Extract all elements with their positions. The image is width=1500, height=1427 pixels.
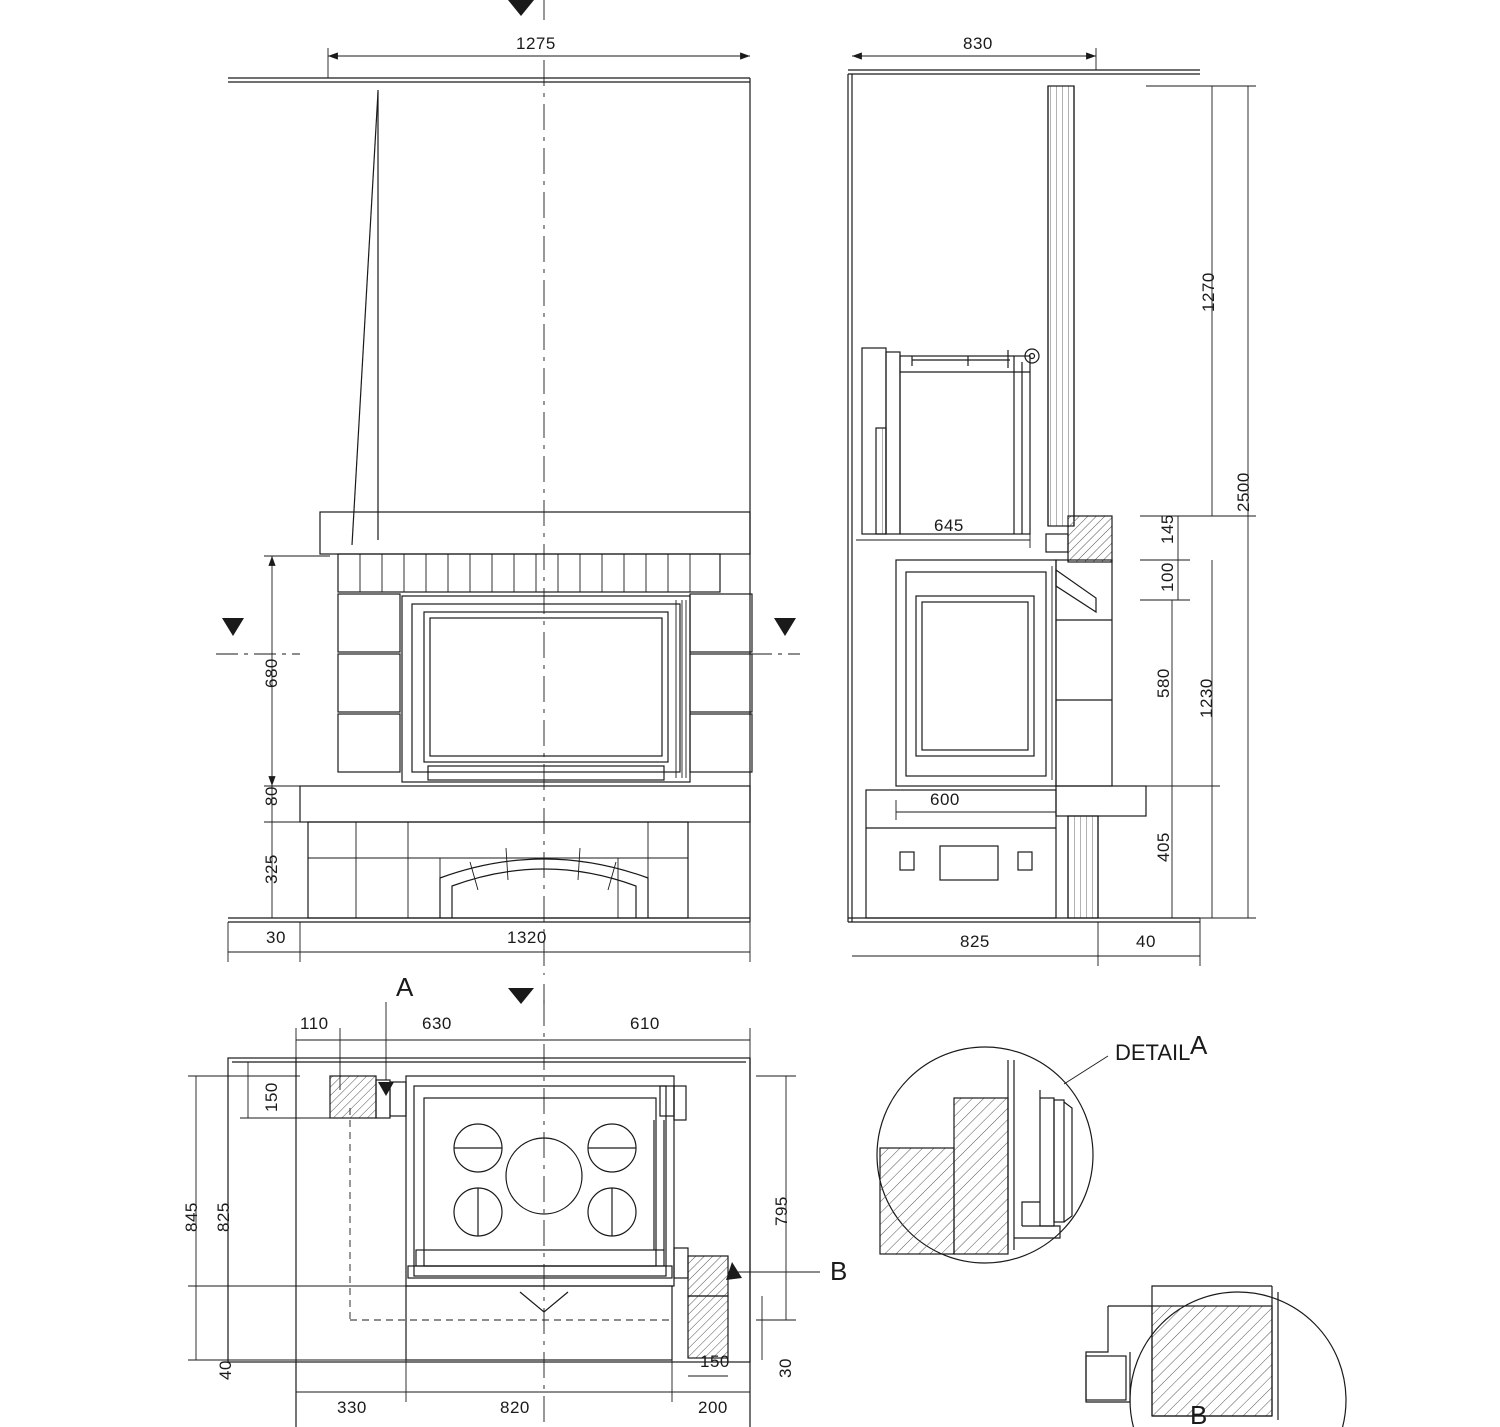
front-elevation-geometry <box>228 60 752 975</box>
detail-a-label: DETAIL <box>1115 1040 1191 1065</box>
dim-820: 820 <box>500 1398 530 1417</box>
dim-1230: 1230 <box>1197 678 1216 718</box>
dim-80: 80 <box>262 786 281 806</box>
dim-40-side: 40 <box>1136 932 1156 951</box>
detail-b-letter: B <box>1190 1400 1208 1427</box>
dim-110: 110 <box>300 1014 329 1033</box>
dim-2500: 2500 <box>1234 472 1253 512</box>
dim-330: 330 <box>337 1398 367 1417</box>
dim-405: 405 <box>1154 832 1173 862</box>
dim-610: 610 <box>630 1014 660 1033</box>
dim-580: 580 <box>1154 668 1173 698</box>
dim-150-top: 150 <box>262 1082 281 1112</box>
detail-a-letter: A <box>1190 1030 1208 1060</box>
detail-a-geometry <box>877 1047 1093 1263</box>
dim-1275: 1275 <box>516 34 556 53</box>
dimension-lines <box>188 0 1256 1402</box>
dim-645: 645 <box>934 516 964 535</box>
dim-825-plan: 825 <box>214 1202 233 1232</box>
dim-795: 795 <box>772 1196 791 1226</box>
dim-630: 630 <box>422 1014 452 1033</box>
dim-600: 600 <box>930 790 960 809</box>
dim-1320: 1320 <box>507 928 547 947</box>
section-a-letter: A <box>396 972 414 1002</box>
dim-830: 830 <box>963 34 993 53</box>
dim-145: 145 <box>1158 514 1177 544</box>
dim-30-plan: 30 <box>776 1358 795 1378</box>
dim-200: 200 <box>698 1398 728 1417</box>
section-b-letter: B <box>830 1256 848 1286</box>
dim-1270: 1270 <box>1199 272 1218 312</box>
dim-845: 845 <box>182 1202 201 1232</box>
dim-100: 100 <box>1158 562 1177 592</box>
dim-825-side: 825 <box>960 932 990 951</box>
side-section-geometry <box>848 70 1200 922</box>
dim-325: 325 <box>262 854 281 884</box>
dim-150-bottom: 150 <box>700 1352 730 1371</box>
dim-680: 680 <box>262 658 281 688</box>
detail-b-geometry <box>1086 1286 1346 1427</box>
dim-30: 30 <box>266 928 286 947</box>
dim-40-plan: 40 <box>216 1360 235 1380</box>
